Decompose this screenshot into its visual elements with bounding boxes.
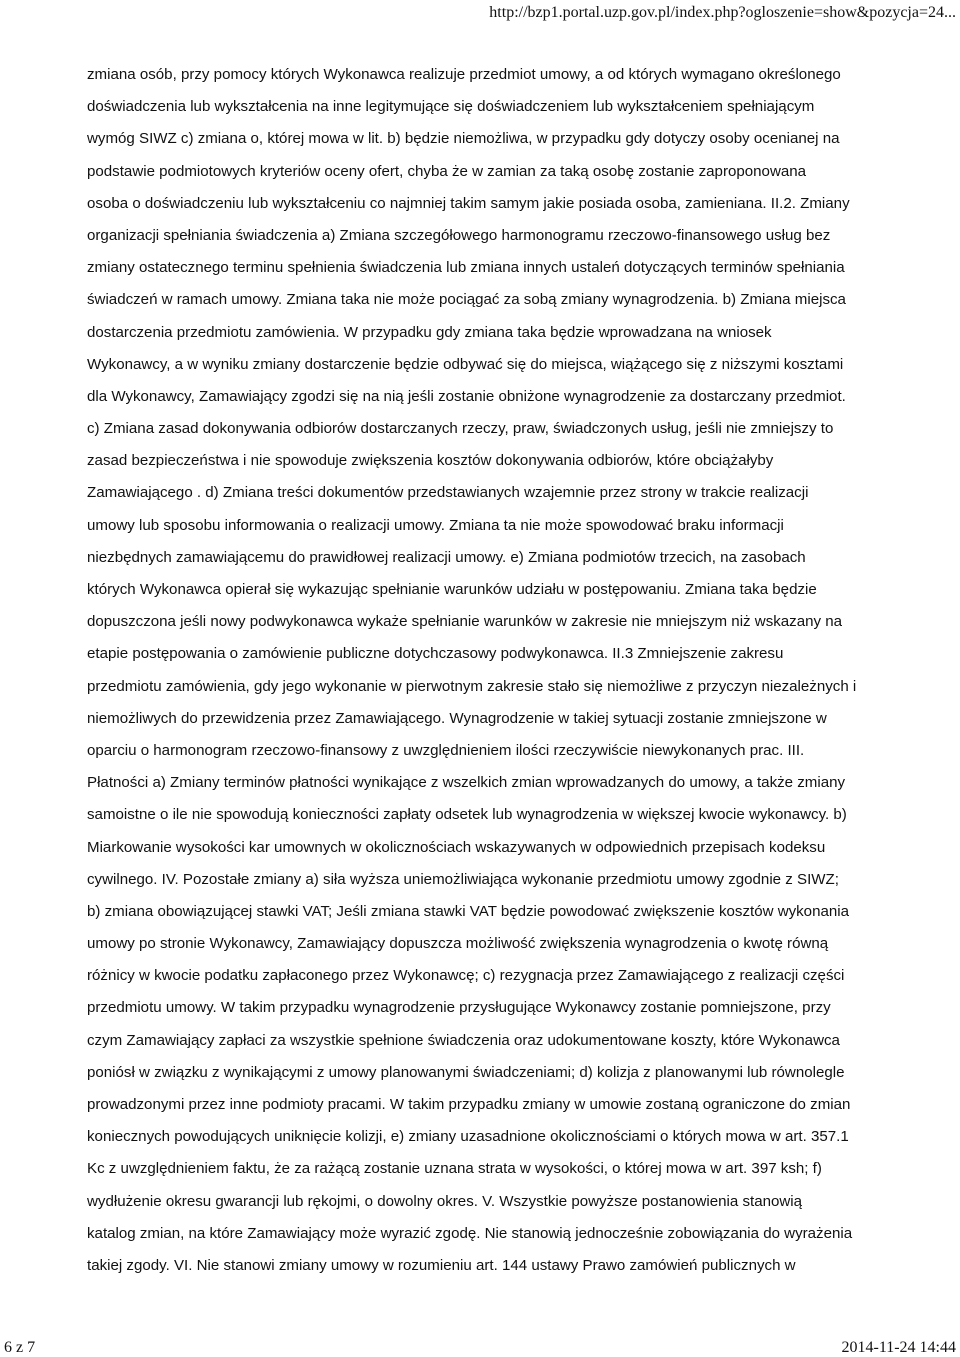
text-line: koniecznych powodujących uniknięcie kolizji, e) zmiany uzasadnione okolicznościami o których mowa w art. 357.1: [87, 1128, 849, 1146]
text-line: samoistne o ile nie spowodują konieczności zapłaty odsetek lub wynagrodzenia w większej kwocie wykonawcy. b): [87, 806, 847, 824]
text-line: niezbędnych zamawiającemu do prawidłowej realizacji umowy. e) Zmiana podmiotów trzecich, na zasobach: [87, 548, 806, 566]
text-line: prowadzonymi przez inne podmioty pracami. W takim przypadku zmiany w umowie zostaną ograniczone do zmian: [87, 1096, 851, 1113]
text-line: Miarkowanie wysokości kar umownych w okolicznościach wskazywanych w odpowiednich przepisach kodeksu: [87, 838, 826, 856]
text-line: Zamawiającego . d) Zmiana treści dokumentów przedstawianych wzajemnie przez strony w trakcie realizacji: [87, 484, 809, 502]
text-line: podstawie podmiotowych kryteriów oceny ofert, chyba że w zamian za taką osobę zostanie zaproponowana: [87, 162, 807, 180]
text-line: przedmiotu zamówienia, gdy jego wykonanie w pierwotnym zakresie stało się niemożliwe z przyczyn niezależnych i: [87, 677, 857, 695]
text-line: różnicy w kwocie podatku zapłaconego przez Wykonawcę; c) rezygnacja przez Zamawiającego z realizacji części: [87, 967, 845, 985]
text-line: etapie postępowania o zamówienie publiczne dotychczasowy podwykonawca. II.3 Zmniejszenie zakresu: [87, 645, 784, 663]
text-line: osoba o doświadczeniu lub wykształceniu co najmniej takim samym jakie posiada osoba, zamieniana. II.2. Zmiany: [87, 194, 850, 212]
text-line: niemożliwych do przewidzenia przez Zamawiającego. Wynagrodzenie w takiej sytuacji zostanie zmniejszone w: [87, 709, 827, 727]
text-line: poniósł w związku z wynikającymi z umowy planowanymi świadczeniami; d) kolizja z planowanymi lub równolegle: [87, 1063, 845, 1081]
text-line: c) Zmiana zasad dokonywania odbiorów dostarczanych rzeczy, praw, świadczonych usług, jeśli nie zmniejszy to: [87, 420, 834, 438]
text-line: Wykonawcy, a w wyniku zmiany dostarczenie będzie odbywać się do miejsca, wiążącego się z niższymi kosztami: [87, 355, 844, 373]
text-line: dla Wykonawcy, Zamawiający zgodzi się na nią jeśli zostanie obniżone wynagrodzenie za dostarczany przedmiot.: [87, 387, 846, 405]
text-line: umowy lub sposobu informowania o realizacji umowy. Zmiana ta nie może spowodować braku informacji: [87, 516, 784, 534]
text-line: świadczeń w ramach umowy. Zmiana taka nie może pociągać za sobą zmiany wynagrodzenia. b) Zmiana miejsca: [87, 291, 846, 309]
text-line: wydłużenie okresu gwarancji lub rękojmi, o dowolny okres. V. Wszystkie powyższe postanowienia stanowią: [87, 1192, 803, 1210]
text-line: zmiana osób, przy pomocy których Wykonawca realizuje przedmiot umowy, a od których wymagano określonego: [87, 66, 841, 83]
text-line: Kc z uwzględnieniem faktu, że za rażącą zostanie uznana strata w wysokości, o której mowa w art. 397 ksh; f): [87, 1160, 822, 1178]
text-line: których Wykonawca opierał się wykazując spełnianie warunków udziału w postępowaniu. Zmiana taka będzie: [87, 581, 817, 598]
document-body-text: [87, 59, 895, 1282]
text-line: b) zmiana obowiązującej stawki VAT; Jeśli zmiana stawki VAT będzie powodować zwiększenie kosztów wykonania: [87, 902, 850, 920]
text-line: oparciu o harmonogram rzeczowo-finansowy z uwzględnieniem ilości rzeczywiście niewykonanych prac. III.: [87, 741, 805, 759]
page-url-header: http://bzp1.portal.uzp.gov.pl/index.php?ogloszenie=show&pozycja=24...: [489, 4, 956, 21]
text-line: dopuszczona jeśli nowy podwykonawca wykaże spełnianie warunków w zakresie nie mniejszym niż wskazany na: [87, 613, 843, 631]
text-line: organizacji spełniania świadczenia a) Zmiana szczegółowego harmonogramu rzeczowo-finansowego usług bez: [87, 226, 831, 244]
text-line: zasad bezpieczeństwa i nie spowoduje zwiększenia kosztów dokonywania odbiorów, które obciążałyby: [87, 452, 774, 470]
text-line: przedmiotu umowy. W takim przypadku wynagrodzenie przysługujące Wykonawcy zostanie pomniejszone, przy: [87, 999, 831, 1017]
text-line: doświadczenia lub wykształcenia na inne legitymujące się doświadczeniem lub wykształceniem spełniającym: [87, 98, 815, 116]
text-line: katalog zmian, na które Zamawiający może wyrazić zgodę. Nie stanowią jednocześnie zobowiązania do wyrażenia: [87, 1224, 853, 1242]
text-line: dostarczenia przedmiotu zamówienia. W przypadku gdy zmiana taka będzie wprowadzana na wniosek: [87, 323, 772, 341]
text-line: umowy po stronie Wykonawcy, Zamawiający dopuszcza możliwość zwiększenia wynagrodzenia o kwotę równą: [87, 935, 829, 953]
page-number: 6 z 7: [4, 1339, 36, 1356]
text-line: takiej zgody. VI. Nie stanowi zmiany umowy w rozumieniu art. 144 ustawy Prawo zamówień publicznych w: [87, 1256, 796, 1274]
print-timestamp: 2014-11-24 14:44: [841, 1339, 956, 1356]
text-line: Płatności a) Zmiany terminów płatności wynikające z wszelkich zmian wprowadzanych do umowy, a także zmiany: [87, 774, 846, 792]
text-line: czym Zamawiający zapłaci za wszystkie spełnione świadczenia oraz udokumentowane koszty, które Wykonawca: [87, 1031, 840, 1049]
text-line: wymóg SIWZ c) zmiana o, której mowa w lit. b) będzie niemożliwa, w przypadku gdy dotyczy osoby ocenianej na: [87, 130, 840, 148]
text-line: zmiany ostatecznego terminu spełnienia świadczenia lub zmiana innych ustaleń dotyczących terminów spełniania: [87, 259, 845, 277]
text-line: cywilnego. IV. Pozostałe zmiany a) siła wyższa uniemożliwiająca wykonanie przedmiotu umowy zgodnie z SIWZ;: [87, 870, 839, 888]
